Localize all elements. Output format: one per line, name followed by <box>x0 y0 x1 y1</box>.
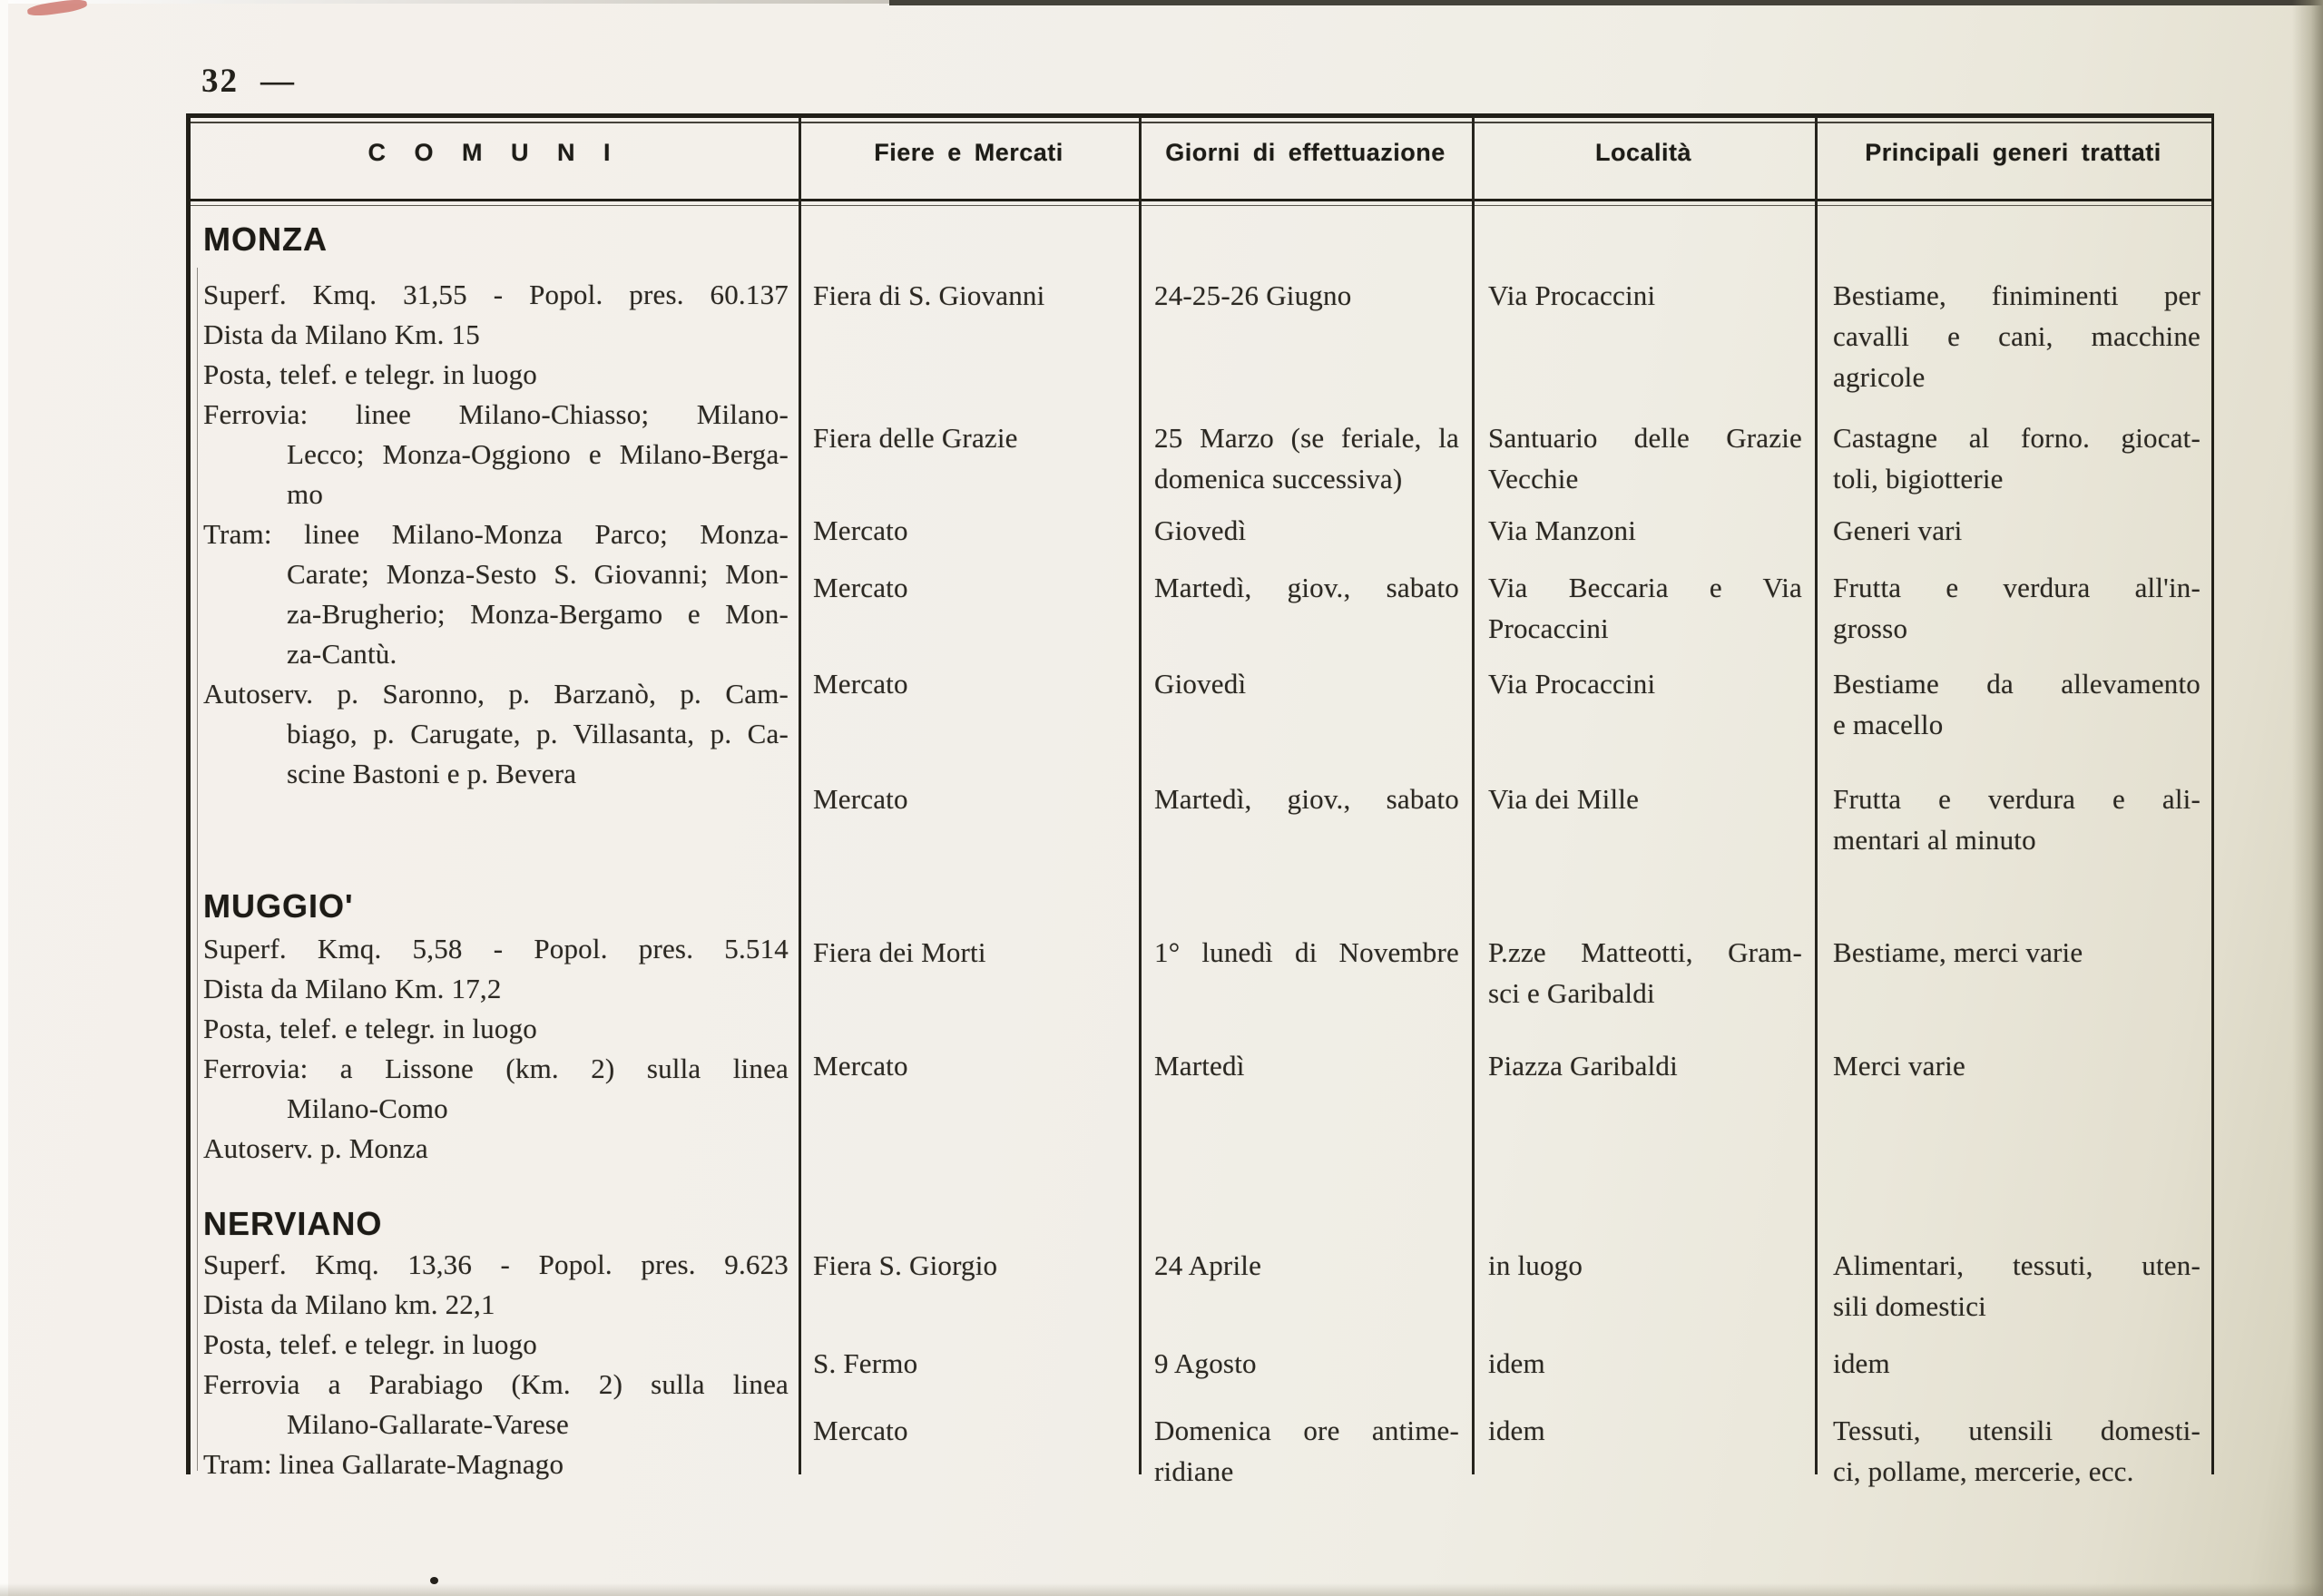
giorni-cell-line: 25 Marzo (se feriale, la <box>1154 422 1459 454</box>
generi-cell-line: sili domestici <box>1833 1290 1986 1322</box>
localita-cell-line: in luogo <box>1488 1249 1583 1281</box>
comune-info-line: Superf. Kmq. 31,55 - Popol. pres. 60.137 <box>203 279 789 310</box>
comune-info-line: Dista da Milano Km. 17,2 <box>203 973 502 1004</box>
giorni-cell-line: domenica successiva) <box>1154 463 1403 494</box>
giorni-cell-line: Giovedì <box>1154 668 1247 700</box>
fiera-mercato-cell <box>813 567 1125 608</box>
localita-cell-line: sci e Garibaldi <box>1488 977 1655 1009</box>
giorni-cell <box>1154 1410 1459 1492</box>
fiera-mercato-cell <box>813 932 1125 973</box>
generi-cell-line: Castagne al forno. giocat- <box>1833 422 2200 454</box>
localita-cell <box>1488 932 1802 1013</box>
giorni-cell <box>1154 778 1459 819</box>
generi-cell-line: Bestiame, merci varie <box>1833 936 2083 968</box>
generi-cell-line: mentari al minuto <box>1833 824 2036 856</box>
localita-cell-line: Via dei Mille <box>1488 783 1640 815</box>
giorni-cell-line: 24-25-26 Giugno <box>1154 279 1352 311</box>
giorni-cell-line: Giovedì <box>1154 514 1247 546</box>
generi-cell-line: cavalli e cani, macchine <box>1833 320 2200 352</box>
generi-cell <box>1833 932 2200 973</box>
generi-cell <box>1833 778 2200 860</box>
comune-info <box>203 1245 789 1484</box>
localita-cell <box>1488 275 1802 316</box>
fiera-mercato-cell-line: Mercato <box>813 783 908 815</box>
localita-cell-line: Piazza Garibaldi <box>1488 1050 1678 1082</box>
giorni-cell <box>1154 663 1459 704</box>
comune-info-line: Milano-Gallarate-Varese <box>287 1408 569 1440</box>
localita-cell <box>1488 1045 1802 1086</box>
header-comuni: C O M U N I <box>368 139 622 166</box>
giorni-cell <box>1154 275 1459 316</box>
localita-cell-line: idem <box>1488 1415 1545 1446</box>
comune-info-line: Lecco; Monza-Oggiono e Milano-Berga- <box>287 438 789 470</box>
fiera-mercato-cell-line: Mercato <box>813 668 908 700</box>
scan-top-left-edge <box>0 0 889 4</box>
comune-info-line: Tram: linea Gallarate-Magnago <box>203 1448 564 1480</box>
generi-cell <box>1833 1245 2200 1327</box>
comune-info-line: Autoserv. p. Saronno, p. Barzanò, p. Cam- <box>203 678 789 710</box>
localita-cell <box>1488 417 1802 499</box>
comune-title: MONZA <box>203 220 328 258</box>
giorni-cell-line: 9 Agosto <box>1154 1347 1257 1379</box>
scan-top-edge <box>889 0 2323 5</box>
header-fiere-e-mercati: Fiere e Mercati <box>874 139 1063 166</box>
comune-info-line: za-Brugherio; Monza-Bergamo e Mon- <box>287 598 789 630</box>
giorni-cell <box>1154 932 1459 973</box>
localita-cell-line: Via Procaccini <box>1488 279 1656 311</box>
fiera-mercato-cell <box>813 510 1125 551</box>
giorni-cell-line: 24 Aprile <box>1154 1249 1262 1281</box>
comune-info-line: Ferrovia a Parabiago (Km. 2) sulla linea <box>203 1368 789 1400</box>
fiera-mercato-cell <box>813 1245 1125 1286</box>
fiera-mercato-cell-line: S. Fermo <box>813 1347 918 1379</box>
generi-cell-line: toli, bigiotterie <box>1833 463 2004 494</box>
generi-cell <box>1833 1410 2200 1492</box>
giorni-cell-line: Martedì, giov., sabato <box>1154 572 1459 603</box>
page-number <box>201 62 296 101</box>
comune-info-line: Superf. Kmq. 13,36 - Popol. pres. 9.623 <box>203 1248 789 1280</box>
comune-info-line: mo <box>287 478 324 510</box>
localita-cell-line: Via Procaccini <box>1488 668 1656 700</box>
comune-info-line: Ferrovia: linee Milano-Chiasso; Milano- <box>203 398 789 430</box>
localita-cell-line: Via Manzoni <box>1488 514 1637 546</box>
localita-cell-line: idem <box>1488 1347 1545 1379</box>
table-body <box>191 113 2211 1487</box>
localita-cell <box>1488 1245 1802 1286</box>
fiera-mercato-cell-line: Fiera dei Morti <box>813 936 986 968</box>
fiera-mercato-cell <box>813 1343 1125 1384</box>
fiera-mercato-cell <box>813 778 1125 819</box>
localita-cell-line: Vecchie <box>1488 463 1579 494</box>
comune-info-line: Autoserv. p. Monza <box>203 1132 428 1164</box>
localita-cell <box>1488 778 1802 819</box>
page-number-value: 32 <box>201 63 239 100</box>
scan-bottom-shadow <box>0 1583 2323 1596</box>
giorni-cell-line: Martedì <box>1154 1050 1245 1082</box>
generi-cell <box>1833 510 2200 551</box>
fiera-mercato-cell <box>813 1045 1125 1086</box>
header-giorni-di-effettuazione: Giorni di effettuazione <box>1165 139 1446 166</box>
comune-info-line: Posta, telef. e telegr. in luogo <box>203 1013 537 1044</box>
generi-cell-line: Generi vari <box>1833 514 1963 546</box>
generi-cell <box>1833 1343 2200 1384</box>
page-number-dash: — <box>260 63 296 100</box>
comune-info-line: za-Cantù. <box>287 638 397 670</box>
localita-cell-line: Santuario delle Grazie <box>1488 422 1802 454</box>
fiera-mercato-cell <box>813 275 1125 316</box>
localita-cell-line: Procaccini <box>1488 612 1609 644</box>
generi-cell-line: Tessuti, utensili domesti- <box>1833 1415 2200 1446</box>
giorni-cell <box>1154 510 1459 551</box>
generi-cell <box>1833 275 2200 397</box>
generi-cell <box>1833 567 2200 649</box>
giorni-cell-line: ridiane <box>1154 1455 1234 1487</box>
generi-cell-line: Frutta e verdura all'in- <box>1833 572 2200 603</box>
giorni-cell <box>1154 1343 1459 1384</box>
fiera-mercato-cell <box>813 1410 1125 1451</box>
comune-title: NERVIANO <box>203 1205 383 1242</box>
header-localita: Località <box>1594 139 1692 166</box>
comune-info <box>203 275 789 794</box>
scan-left-edge <box>0 0 8 1596</box>
comune-info-line: biago, p. Carugate, p. Villasanta, p. Ca- <box>287 718 789 749</box>
localita-cell-line: P.zze Matteotti, Gram- <box>1488 936 1802 968</box>
fiera-mercato-cell-line: Fiera delle Grazie <box>813 422 1018 454</box>
localita-cell-line: Via Beccaria e Via <box>1488 572 1802 603</box>
giorni-cell <box>1154 1045 1459 1086</box>
generi-cell-line: e macello <box>1833 709 1944 740</box>
comune-info-line: Dista da Milano km. 22,1 <box>203 1288 495 1320</box>
comune-info-line: Tram: linee Milano-Monza Parco; Monza- <box>203 518 789 550</box>
comune-info-line: Milano-Como <box>287 1092 448 1124</box>
comune-info-line: Superf. Kmq. 5,58 - Popol. pres. 5.514 <box>203 933 789 964</box>
fiera-mercato-cell-line: Fiera di S. Giovanni <box>813 279 1045 311</box>
fiera-mercato-cell-line: Mercato <box>813 1050 908 1082</box>
generi-cell-line: Bestiame da allevamento <box>1833 668 2200 700</box>
giorni-cell <box>1154 1245 1459 1286</box>
comune-info-line: Posta, telef. e telegr. in luogo <box>203 1328 537 1360</box>
ink-dot <box>430 1577 438 1584</box>
generi-cell-line: Alimentari, tessuti, uten- <box>1833 1249 2200 1281</box>
fiera-mercato-cell-line: Mercato <box>813 1415 908 1446</box>
generi-cell-line: ci, pollame, mercerie, ecc. <box>1833 1455 2134 1487</box>
localita-cell <box>1488 663 1802 704</box>
generi-cell-line: idem <box>1833 1347 1890 1379</box>
giorni-cell-line: Martedì, giov., sabato <box>1154 783 1459 815</box>
fairs-markets-table <box>186 113 2214 1487</box>
fiera-mercato-cell <box>813 663 1125 704</box>
generi-cell-line: agricole <box>1833 361 1926 393</box>
fiera-mercato-cell-line: Mercato <box>813 514 908 546</box>
scan-right-edge-shadow <box>2292 0 2323 1596</box>
localita-cell <box>1488 567 1802 649</box>
generi-cell-line: Merci varie <box>1833 1050 1965 1082</box>
comune-title: MUGGIO' <box>203 887 354 925</box>
generi-cell-line: Frutta e verdura e ali- <box>1833 783 2200 815</box>
localita-cell <box>1488 510 1802 551</box>
comune-info-line: Ferrovia: a Lissone (km. 2) sulla linea <box>203 1053 789 1084</box>
fiera-mercato-cell-line: Fiera S. Giorgio <box>813 1249 998 1281</box>
giorni-cell-line: Domenica ore antime- <box>1154 1415 1459 1446</box>
giorni-cell <box>1154 417 1459 499</box>
comune-info-line: scine Bastoni e p. Bevera <box>287 758 577 789</box>
fiera-mercato-cell <box>813 417 1125 458</box>
comune-info-line: Carate; Monza-Sesto S. Giovanni; Mon- <box>287 558 789 590</box>
generi-cell-line: Bestiame, finiminenti per <box>1833 279 2200 311</box>
giorni-cell <box>1154 567 1459 608</box>
generi-cell <box>1833 417 2200 499</box>
generi-cell <box>1833 663 2200 745</box>
localita-cell <box>1488 1343 1802 1384</box>
comune-info-line: Dista da Milano Km. 15 <box>203 318 480 350</box>
generi-cell <box>1833 1045 2200 1086</box>
giorni-cell-line: 1° lunedì di Novembre <box>1154 936 1459 968</box>
fiera-mercato-cell-line: Mercato <box>813 572 908 603</box>
localita-cell <box>1488 1410 1802 1451</box>
comune-info <box>203 929 789 1169</box>
generi-cell-line: grosso <box>1833 612 1908 644</box>
comune-info-line: Posta, telef. e telegr. in luogo <box>203 358 537 390</box>
header-principali-generi-trattati: Principali generi trattati <box>1865 139 2161 166</box>
